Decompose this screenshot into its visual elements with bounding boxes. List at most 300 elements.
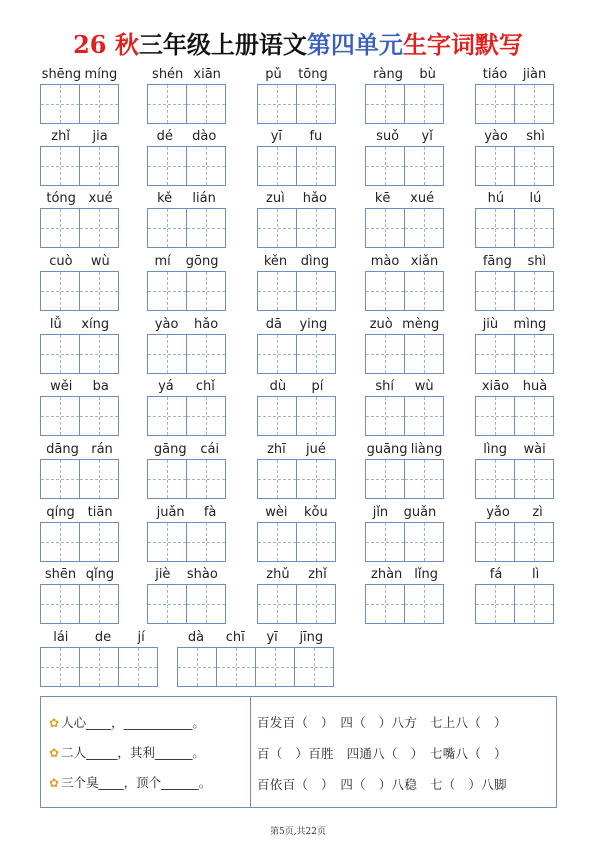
pinyin: lìng	[483, 441, 507, 457]
tianzige-box[interactable]	[404, 334, 444, 374]
pinyin: zhǐ	[308, 566, 327, 582]
pinyin: jīng	[299, 629, 324, 645]
pinyin-row	[475, 314, 554, 334]
word-item	[365, 126, 444, 186]
pinyin: zì	[532, 504, 543, 520]
pinyin-row	[475, 439, 554, 459]
tianzige-box[interactable]	[79, 584, 119, 624]
pinyin: yǎo	[486, 504, 510, 520]
pinyin: yī	[266, 629, 278, 645]
pinyin-row	[40, 564, 119, 584]
tianzige-box[interactable]	[79, 271, 119, 311]
writing-boxes	[40, 84, 118, 124]
tianzige-box[interactable]	[514, 208, 554, 248]
writing-boxes	[475, 584, 553, 624]
pinyin: de	[94, 629, 112, 645]
writing-boxes	[40, 208, 118, 248]
writing-boxes	[257, 208, 335, 248]
tianzige-box[interactable]	[79, 334, 119, 374]
tianzige-box[interactable]	[296, 334, 336, 374]
pinyin: juǎn	[156, 504, 185, 520]
word-item	[147, 502, 226, 562]
pinyin: lì	[531, 566, 540, 582]
tianzige-box[interactable]	[257, 396, 297, 436]
flower-icon: ✿	[49, 716, 60, 730]
tianzige-box[interactable]	[186, 84, 226, 124]
page-title	[0, 28, 596, 62]
pinyin: cái	[200, 441, 220, 457]
pinyin-row	[40, 188, 119, 208]
word-item	[475, 126, 554, 186]
tianzige-box[interactable]	[296, 84, 336, 124]
word-item	[475, 314, 554, 374]
tianzige-box[interactable]	[257, 522, 297, 562]
tianzige-box[interactable]	[147, 522, 187, 562]
pinyin: jiàn	[522, 66, 547, 82]
pinyin: tiáo	[482, 66, 508, 82]
pinyin-row	[40, 376, 119, 396]
writing-boxes	[365, 459, 443, 499]
tianzige-box[interactable]	[255, 647, 295, 687]
writing-boxes	[147, 146, 225, 186]
pinyin: qíng	[46, 504, 75, 520]
tianzige-box[interactable]	[40, 396, 80, 436]
pinyin-row	[257, 564, 336, 584]
tianzige-box[interactable]	[79, 522, 119, 562]
word-item	[257, 439, 336, 499]
pinyin-row	[40, 627, 158, 647]
tianzige-box[interactable]	[365, 522, 405, 562]
pinyin-row	[40, 126, 119, 146]
writing-boxes	[40, 146, 118, 186]
pinyin: gōng	[185, 253, 219, 269]
writing-boxes	[365, 522, 443, 562]
word-item	[147, 439, 226, 499]
pinyin: zhī	[267, 441, 286, 457]
tianzige-box[interactable]	[257, 84, 297, 124]
pinyin: kě	[157, 190, 173, 206]
pinyin: pí	[311, 378, 324, 394]
pinyin: pǔ	[265, 66, 282, 82]
tianzige-box[interactable]	[257, 208, 297, 248]
pinyin: huà	[522, 378, 548, 394]
tianzige-box[interactable]	[147, 84, 187, 124]
pinyin: kē	[374, 190, 391, 206]
writing-boxes	[475, 459, 553, 499]
tianzige-box[interactable]	[365, 396, 405, 436]
writing-boxes	[257, 522, 335, 562]
tianzige-box[interactable]	[404, 208, 444, 248]
pinyin-row	[475, 126, 554, 146]
pinyin: yá	[158, 378, 174, 394]
pinyin-row	[475, 188, 554, 208]
word-item	[365, 502, 444, 562]
writing-boxes	[257, 271, 335, 311]
pinyin: mí	[154, 253, 171, 269]
word-item	[257, 314, 336, 374]
word-item	[257, 376, 336, 436]
tianzige-box[interactable]	[404, 84, 444, 124]
pinyin: zhǐ	[51, 128, 70, 144]
pinyin: lián	[192, 190, 216, 206]
pinyin: wù	[90, 253, 110, 269]
pinyin: lú	[529, 190, 542, 206]
word-item	[40, 126, 119, 186]
pinyin-row	[40, 439, 119, 459]
tianzige-box[interactable]	[475, 84, 515, 124]
writing-boxes	[40, 522, 118, 562]
page-footer: 第5页,共22页	[269, 827, 327, 837]
tianzige-box[interactable]	[365, 84, 405, 124]
tianzige-box[interactable]	[186, 522, 226, 562]
tianzige-box[interactable]	[147, 459, 187, 499]
proverb-line: ✿ 人心____，___________。	[49, 715, 205, 730]
word-item	[475, 64, 554, 124]
writing-boxes	[147, 396, 225, 436]
writing-boxes	[475, 146, 553, 186]
tianzige-box[interactable]	[177, 647, 217, 687]
tianzige-box[interactable]	[79, 208, 119, 248]
tianzige-box[interactable]	[365, 584, 405, 624]
tianzige-box[interactable]	[40, 84, 80, 124]
writing-boxes	[475, 271, 553, 311]
tianzige-box[interactable]	[147, 146, 187, 186]
pinyin-row	[475, 251, 554, 271]
flower-icon: ✿	[49, 776, 60, 790]
word-item	[475, 251, 554, 311]
tianzige-box[interactable]	[514, 146, 554, 186]
word-item	[40, 188, 119, 248]
writing-boxes	[475, 522, 553, 562]
tianzige-box[interactable]	[147, 334, 187, 374]
pinyin: qǐng	[85, 566, 115, 582]
tianzige-box[interactable]	[404, 584, 444, 624]
pinyin-row	[365, 314, 444, 334]
word-item	[40, 439, 119, 499]
tianzige-box[interactable]	[186, 146, 226, 186]
writing-boxes	[40, 459, 118, 499]
pinyin: yī	[270, 128, 283, 144]
tianzige-box[interactable]	[186, 584, 226, 624]
word-item	[365, 251, 444, 311]
tianzige-box[interactable]	[296, 522, 336, 562]
writing-boxes	[365, 146, 443, 186]
idiom-section	[40, 696, 557, 808]
tianzige-box[interactable]	[365, 271, 405, 311]
pinyin-row	[365, 439, 444, 459]
tianzige-box[interactable]	[40, 584, 80, 624]
tianzige-box[interactable]	[514, 271, 554, 311]
pinyin-row	[40, 64, 119, 84]
tianzige-box[interactable]	[79, 84, 119, 124]
tianzige-box[interactable]	[40, 334, 80, 374]
word-item	[475, 564, 554, 624]
pinyin: lǐng	[414, 566, 438, 582]
pinyin: liàng	[410, 441, 443, 457]
pinyin: gāng	[153, 441, 187, 457]
tianzige-box[interactable]	[475, 396, 515, 436]
tianzige-box[interactable]	[296, 396, 336, 436]
pinyin-row	[257, 502, 336, 522]
tianzige-box[interactable]	[475, 271, 515, 311]
tianzige-box[interactable]	[40, 271, 80, 311]
writing-boxes	[257, 584, 335, 624]
pinyin: jí	[137, 629, 145, 645]
pinyin-row	[147, 564, 226, 584]
tianzige-box[interactable]	[404, 271, 444, 311]
pinyin: mèng	[402, 316, 440, 332]
tianzige-box[interactable]	[79, 146, 119, 186]
pinyin: fāng	[482, 253, 512, 269]
word-item	[40, 314, 119, 374]
pinyin-row	[147, 188, 226, 208]
pinyin-row	[40, 314, 119, 334]
pinyin: ba	[92, 378, 109, 394]
pinyin: ying	[299, 316, 328, 332]
word-item	[365, 564, 444, 624]
tianzige-box[interactable]	[475, 334, 515, 374]
word-item	[475, 188, 554, 248]
pinyin: shì	[527, 253, 547, 269]
tianzige-box[interactable]	[40, 208, 80, 248]
tianzige-box[interactable]	[294, 647, 334, 687]
title-part: 生字词默写	[402, 30, 523, 59]
pinyin: lái	[53, 629, 69, 645]
word-item	[177, 627, 334, 687]
pinyin: wù	[414, 378, 434, 394]
tianzige-box[interactable]	[475, 522, 515, 562]
writing-boxes	[257, 396, 335, 436]
tianzige-box[interactable]	[216, 647, 256, 687]
pinyin-row	[147, 376, 226, 396]
tianzige-box[interactable]	[514, 84, 554, 124]
writing-boxes	[147, 208, 225, 248]
pinyin-row	[365, 126, 444, 146]
tianzige-box[interactable]	[404, 459, 444, 499]
word-item	[147, 564, 226, 624]
tianzige-box[interactable]	[79, 396, 119, 436]
pinyin: zuì	[266, 190, 285, 206]
tianzige-box[interactable]	[514, 396, 554, 436]
tianzige-box[interactable]	[257, 334, 297, 374]
tianzige-box[interactable]	[296, 271, 336, 311]
tianzige-box[interactable]	[514, 584, 554, 624]
pinyin: lǚ	[49, 316, 62, 332]
pinyin: shào	[186, 566, 218, 582]
tianzige-box[interactable]	[404, 146, 444, 186]
tianzige-box[interactable]	[475, 459, 515, 499]
word-item	[257, 564, 336, 624]
proverb-line: ✿ 三个臭____，顶个______。	[49, 775, 212, 790]
writing-boxes	[40, 271, 118, 311]
tianzige-box[interactable]	[186, 334, 226, 374]
pinyin-row	[475, 564, 554, 584]
tianzige-box[interactable]	[257, 271, 297, 311]
pinyin: shí	[375, 378, 394, 394]
tianzige-box[interactable]	[475, 208, 515, 248]
pinyin-row	[365, 188, 444, 208]
tianzige-box[interactable]	[118, 647, 158, 687]
word-item	[40, 627, 158, 687]
pinyin: xiāo	[481, 378, 510, 394]
pinyin: tiān	[87, 504, 113, 520]
tianzige-box[interactable]	[257, 459, 297, 499]
pinyin: jia	[92, 128, 108, 144]
pinyin: yǐ	[421, 128, 433, 144]
pinyin: hǎo	[194, 316, 219, 332]
writing-boxes	[365, 271, 443, 311]
pinyin: kǒu	[304, 504, 328, 520]
tianzige-box[interactable]	[365, 208, 405, 248]
tianzige-box[interactable]	[475, 584, 515, 624]
pinyin-row	[147, 126, 226, 146]
writing-boxes	[475, 396, 553, 436]
tianzige-box[interactable]	[365, 459, 405, 499]
pinyin: shēng	[41, 66, 82, 82]
pinyin: guāng	[366, 441, 408, 457]
pinyin: jǐn	[372, 504, 389, 520]
title-part: 26 秋	[73, 30, 139, 59]
pinyin-row	[147, 502, 226, 522]
tianzige-box[interactable]	[79, 647, 119, 687]
tianzige-box[interactable]	[257, 146, 297, 186]
pinyin: dào	[192, 128, 217, 144]
pinyin: xíng	[81, 316, 110, 332]
writing-boxes	[475, 334, 553, 374]
word-item	[257, 126, 336, 186]
idiom-line: 百（ ）百胜 四通八（ ） 七嘴八（ ）	[257, 746, 507, 761]
tianzige-box[interactable]	[404, 522, 444, 562]
pinyin-row	[475, 376, 554, 396]
word-item	[257, 64, 336, 124]
writing-boxes	[40, 647, 157, 687]
pinyin: xiǎn	[410, 253, 439, 269]
flower-icon: ✿	[49, 746, 60, 760]
word-item	[365, 314, 444, 374]
tianzige-box[interactable]	[147, 396, 187, 436]
tianzige-box[interactable]	[186, 396, 226, 436]
idiom-line: 百发百（ ） 四（ ）八方 七上八（ ）	[257, 715, 507, 730]
pinyin-row	[257, 188, 336, 208]
pinyin: hú	[487, 190, 505, 206]
word-item	[257, 188, 336, 248]
word-item	[365, 439, 444, 499]
pinyin-row	[257, 251, 336, 271]
writing-boxes	[147, 522, 225, 562]
pinyin: zuò	[369, 316, 393, 332]
tianzige-box[interactable]	[186, 208, 226, 248]
pinyin: fà	[203, 504, 217, 520]
tianzige-box[interactable]	[257, 584, 297, 624]
tianzige-box[interactable]	[365, 334, 405, 374]
pinyin: ràng	[373, 66, 403, 82]
pinyin: zhàn	[371, 566, 403, 582]
tianzige-box[interactable]	[296, 208, 336, 248]
tianzige-box[interactable]	[475, 146, 515, 186]
pinyin-row	[147, 64, 226, 84]
tianzige-box[interactable]	[40, 459, 80, 499]
writing-boxes	[147, 84, 225, 124]
writing-boxes	[40, 334, 118, 374]
tianzige-box[interactable]	[186, 459, 226, 499]
writing-boxes	[40, 396, 118, 436]
tianzige-box[interactable]	[365, 146, 405, 186]
title-part: 三年级上册语文	[138, 30, 307, 59]
pinyin-row	[40, 502, 119, 522]
word-item	[147, 251, 226, 311]
word-item	[365, 64, 444, 124]
pinyin: jué	[306, 441, 326, 457]
proverb-line: ✿ 二人_____，其利______。	[49, 745, 205, 760]
pinyin-row	[365, 64, 444, 84]
word-item	[475, 439, 554, 499]
pinyin-row	[147, 251, 226, 271]
pinyin-row	[257, 376, 336, 396]
pinyin: wài	[523, 441, 546, 457]
tianzige-box[interactable]	[296, 584, 336, 624]
pinyin-row	[475, 502, 554, 522]
tianzige-box[interactable]	[404, 396, 444, 436]
writing-boxes	[475, 84, 553, 124]
proverb-fill-list	[41, 697, 251, 807]
tianzige-box[interactable]	[147, 584, 187, 624]
tianzige-box[interactable]	[147, 208, 187, 248]
pinyin-row	[147, 439, 226, 459]
pinyin-row	[257, 439, 336, 459]
tianzige-box[interactable]	[296, 459, 336, 499]
pinyin: yào	[484, 128, 508, 144]
pinyin: fá	[489, 566, 503, 582]
tianzige-box[interactable]	[40, 647, 80, 687]
pinyin: jiù	[482, 316, 499, 332]
pinyin-row	[177, 627, 334, 647]
pinyin: shì	[526, 128, 545, 144]
pinyin: dà	[187, 629, 205, 645]
pinyin: xiān	[193, 66, 221, 82]
pinyin: fu	[309, 128, 323, 144]
pinyin: shén	[152, 66, 184, 82]
tianzige-box[interactable]	[186, 271, 226, 311]
pinyin: míng	[84, 66, 118, 82]
pinyin: dé	[156, 128, 173, 144]
word-item	[475, 502, 554, 562]
pinyin-row	[257, 64, 336, 84]
pinyin-row	[475, 64, 554, 84]
pinyin: mào	[370, 253, 400, 269]
writing-boxes	[365, 584, 443, 624]
tianzige-box[interactable]	[514, 334, 554, 374]
tianzige-box[interactable]	[296, 146, 336, 186]
idiom-line: 百依百（ ） 四（ ）八稳 七（ ）八脚	[257, 777, 507, 792]
pinyin: tóng	[46, 190, 76, 206]
word-item	[147, 188, 226, 248]
tianzige-box[interactable]	[79, 459, 119, 499]
tianzige-box[interactable]	[514, 522, 554, 562]
pinyin-row	[365, 502, 444, 522]
word-item	[40, 64, 119, 124]
word-item	[147, 376, 226, 436]
tianzige-box[interactable]	[40, 146, 80, 186]
tianzige-box[interactable]	[514, 459, 554, 499]
tianzige-box[interactable]	[147, 271, 187, 311]
word-item	[365, 376, 444, 436]
pinyin-row	[257, 314, 336, 334]
writing-boxes	[257, 459, 335, 499]
pinyin: tōng	[298, 66, 328, 82]
tianzige-box[interactable]	[40, 522, 80, 562]
word-item	[40, 376, 119, 436]
pinyin-row	[365, 376, 444, 396]
